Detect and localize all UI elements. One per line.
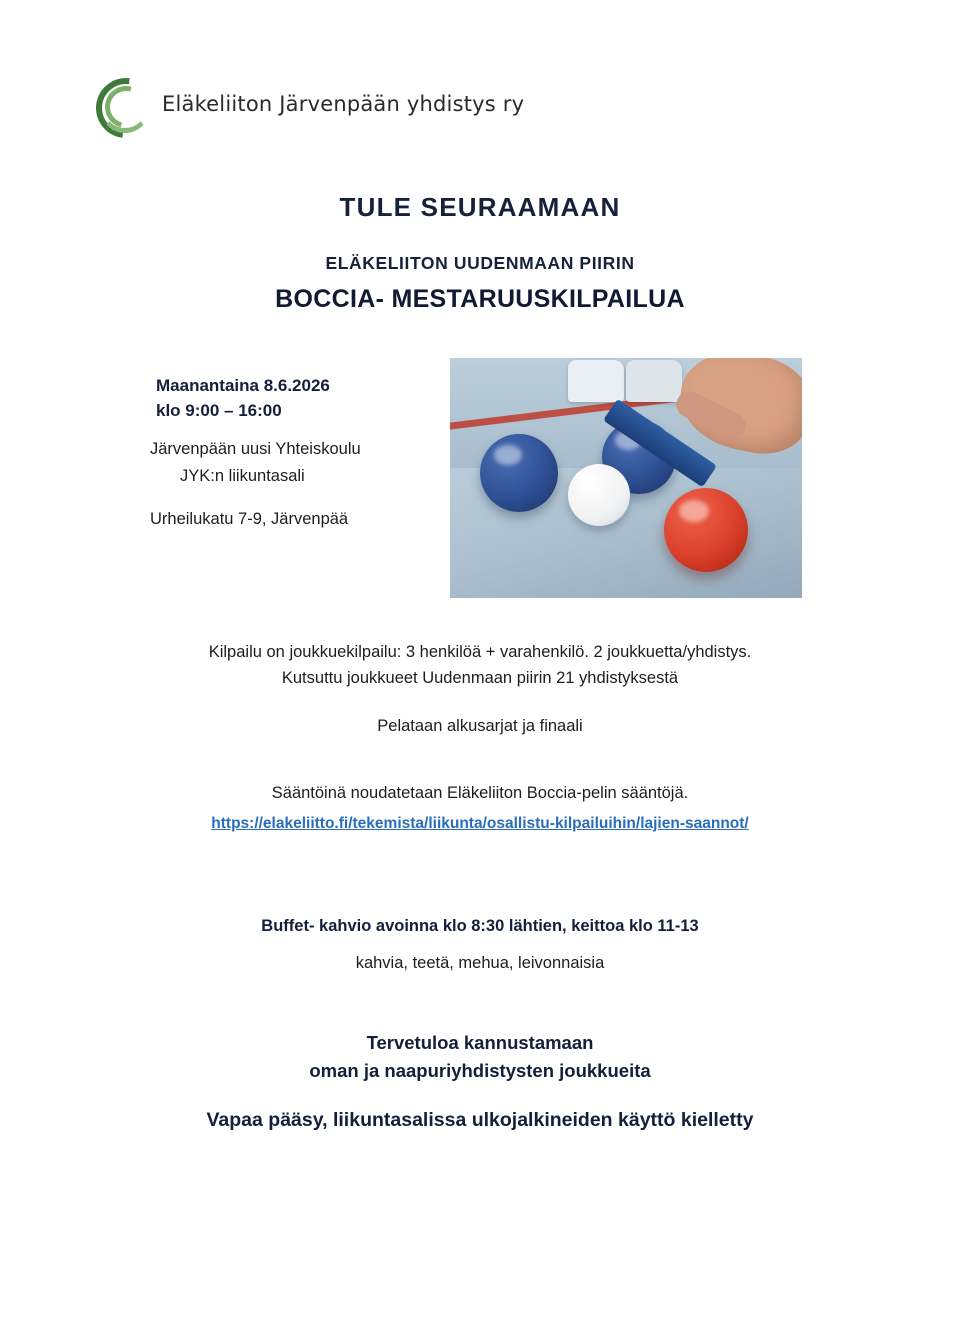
rules-link[interactable]: https://elakeliitto.fi/tekemista/liikunta/osallistu-kilpailuihin/lajien-saannot/	[211, 815, 749, 833]
invite-heading: TULE SEURAAMAAN	[339, 192, 621, 222]
title-block	[0, 192, 960, 314]
free-entry-notice: Vapaa pääsy, liikuntasalissa ulkojalkineiden käyttö kielletty	[206, 1108, 754, 1131]
boccia-balls-photo	[450, 358, 802, 598]
leaf-ring-icon	[96, 78, 148, 130]
competition-format: Pelataan alkusarjat ja finaali	[377, 717, 583, 736]
event-info-row	[0, 358, 960, 598]
document-body	[0, 640, 960, 1132]
rules-reference: Sääntöinä noudatetaan Eläkeliiton Boccia-pelin sääntöjä.	[271, 784, 689, 803]
event-time: klo 9:00 – 16:00	[156, 400, 282, 420]
welcome-line-2: oman ja naapuriyhdistysten joukkueita	[309, 1059, 651, 1081]
document-header	[0, 0, 960, 130]
venue-hall: JYK:n liikuntasali	[180, 467, 305, 486]
organization-name: Eläkeliiton Järvenpään yhdistys ry	[162, 92, 525, 116]
welcome-message	[0, 1029, 960, 1085]
event-details	[150, 358, 450, 598]
venue-name: Järvenpään uusi Yhteiskoulu	[150, 440, 361, 459]
buffet-items: kahvia, teetä, mehua, leivonnaisia	[355, 954, 605, 973]
event-heading: BOCCIA- MESTARUUSKILPAILUA	[275, 285, 685, 313]
welcome-line-1: Tervetuloa kannustamaan	[366, 1032, 594, 1054]
buffet-title: Buffet- kahvio avoinna klo 8:30 lähtien, keittoa klo 11-13	[261, 917, 699, 936]
district-heading: ELÄKELIITON UUDENMAAN PIIRIN	[325, 253, 635, 273]
competition-rules-line2: Kutsuttu joukkueet Uudenmaan piirin 21 yhdistyksestä	[281, 668, 679, 687]
venue-address: Urheilukatu 7-9, Järvenpää	[150, 509, 349, 528]
competition-rules-line1: Kilpailu on joukkuekilpailu: 3 henkilöä + varahenkilö. 2 joukkuetta/yhdistys.	[208, 643, 752, 661]
event-date: Maanantaina 8.6.2026	[156, 376, 330, 395]
